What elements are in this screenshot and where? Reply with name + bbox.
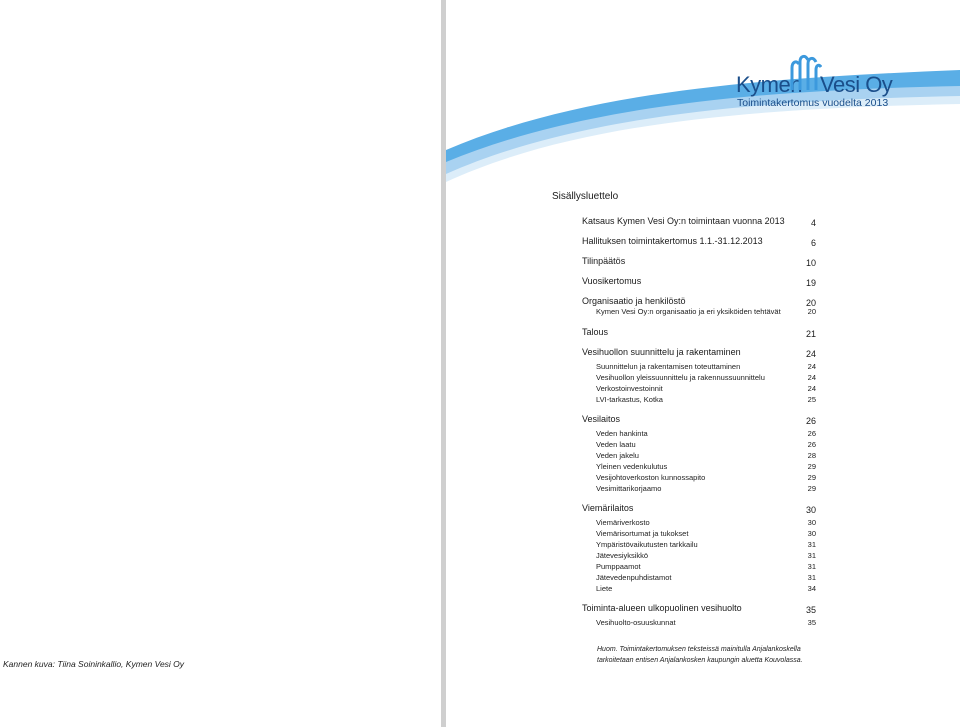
toc-entry-label: Organisaatio ja henkilöstö (582, 296, 686, 306)
toc-entry-page: 24 (805, 349, 816, 359)
company-logo (736, 54, 893, 114)
toc-entry-label: Katsaus Kymen Vesi Oy:n toimintaan vuonna 2013 (582, 216, 785, 226)
toc-entry-page: 24 (807, 384, 816, 393)
toc-entry-label: Kymen Vesi Oy:n organisaatio ja eri yksiköiden tehtävät (596, 307, 781, 316)
logo-word-right: Vesi Oy (820, 72, 893, 97)
toc-entry-page: 28 (807, 451, 816, 460)
toc-entry-page: 26 (805, 416, 816, 426)
toc-entry-label: Hallituksen toimintakertomus 1.1.-31.12.2013 (582, 236, 763, 246)
toc-entry-page: 24 (807, 373, 816, 382)
toc-entry-page: 34 (807, 584, 816, 593)
toc-entry-page: 21 (805, 329, 816, 339)
toc-entry-page: 10 (805, 258, 816, 268)
logo-subtitle: Toimintakertomus vuodelta 2013 (737, 97, 889, 109)
toc-entry-label: Jätevesiyksikkö (596, 551, 649, 560)
toc-entry-page: 26 (807, 429, 816, 438)
toc-entry-label: Viemärisortumat ja tukokset (596, 529, 689, 538)
toc-entry-page: 35 (807, 618, 816, 627)
toc-entry-page: 19 (805, 278, 816, 288)
toc-entry-label: Vesijohtoverkoston kunnossapito (596, 473, 706, 482)
right-page (446, 0, 960, 727)
toc-entry-page: 31 (807, 540, 816, 549)
toc-entry-label: Viemärilaitos (582, 503, 634, 513)
footnote-line-2: tarkoitetaan entisen Anjalankosken kaupungin aluetta Kouvolassa. (597, 656, 803, 664)
logo-word-left: Kymen (736, 72, 802, 97)
toc-entry-page: 6 (810, 238, 816, 248)
toc-entry-page: 25 (807, 395, 816, 404)
toc-entry-label: Toiminta-alueen ulkopuolinen vesihuolto (582, 603, 742, 613)
toc-entry-label: Vesihuolto-osuuskunnat (596, 618, 676, 627)
toc-entry-label: Vesilaitos (582, 414, 621, 424)
toc-title: Sisällysluettelo (552, 191, 619, 202)
toc-entry-label: Jätevedenpuhdistamot (596, 573, 672, 582)
toc-entry-page: 30 (807, 529, 816, 538)
toc-entry-label: Talous (582, 327, 609, 337)
toc-entry-page: 31 (807, 573, 816, 582)
toc-entry-page: 29 (807, 484, 816, 493)
toc-entry-page: 24 (807, 362, 816, 371)
toc-entry-page: 20 (805, 298, 816, 308)
toc-entry-page: 31 (807, 562, 816, 571)
toc-entry-label: Liete (596, 584, 613, 593)
toc-entry-page: 26 (807, 440, 816, 449)
toc-entry-page: 30 (807, 518, 816, 527)
toc-entry-label: Tilinpäätös (582, 256, 626, 266)
toc-entry-label: Veden hankinta (596, 429, 648, 438)
toc-entry-label: LVI-tarkastus, Kotka (596, 395, 663, 404)
toc-entry-label: Ympäristövaikutusten tarkkailu (596, 540, 698, 549)
toc-entry-page: 29 (807, 473, 816, 482)
left-page (0, 0, 441, 727)
toc-entry-label: Pumppaamot (596, 562, 641, 571)
fountain-icon (788, 54, 822, 90)
toc-entry-page: 30 (805, 505, 816, 515)
toc-entry-label: Yleinen vedenkulutus (596, 462, 668, 471)
footnote (597, 645, 803, 666)
toc-entry-label: Suunnittelun ja rakentamisen toteuttaminen (596, 362, 741, 371)
footnote-line-1: Huom. Toimintakertomuksen teksteissä mainitulla Anjalankoskella (597, 646, 801, 653)
toc-entry-label: Vuosikertomus (582, 276, 642, 286)
toc-entry-page: 4 (810, 218, 816, 228)
toc-entry-label: Veden jakelu (596, 451, 639, 460)
toc-entry-label: Vesihuollon yleissuunnittelu ja rakennussuunnittelu (596, 373, 765, 382)
toc-entry-label: Veden laatu (596, 440, 636, 449)
toc-entry-label: Vesihuollon suunnittelu ja rakentaminen (582, 347, 741, 357)
toc-entry-page: 20 (807, 307, 816, 316)
toc-entry-label: Vesimittarikorjaamo (596, 484, 662, 493)
toc-entry-page: 31 (807, 551, 816, 560)
toc-entry-page: 29 (807, 462, 816, 471)
photo-credit: Kannen kuva: Tiina Soininkallio, Kymen Vesi Oy (3, 659, 185, 669)
toc-entry-page: 35 (805, 605, 816, 615)
toc-entry-label: Verkostoinvestoinnit (596, 384, 663, 393)
toc-entry-label: Viemäriverkosto (596, 518, 650, 527)
